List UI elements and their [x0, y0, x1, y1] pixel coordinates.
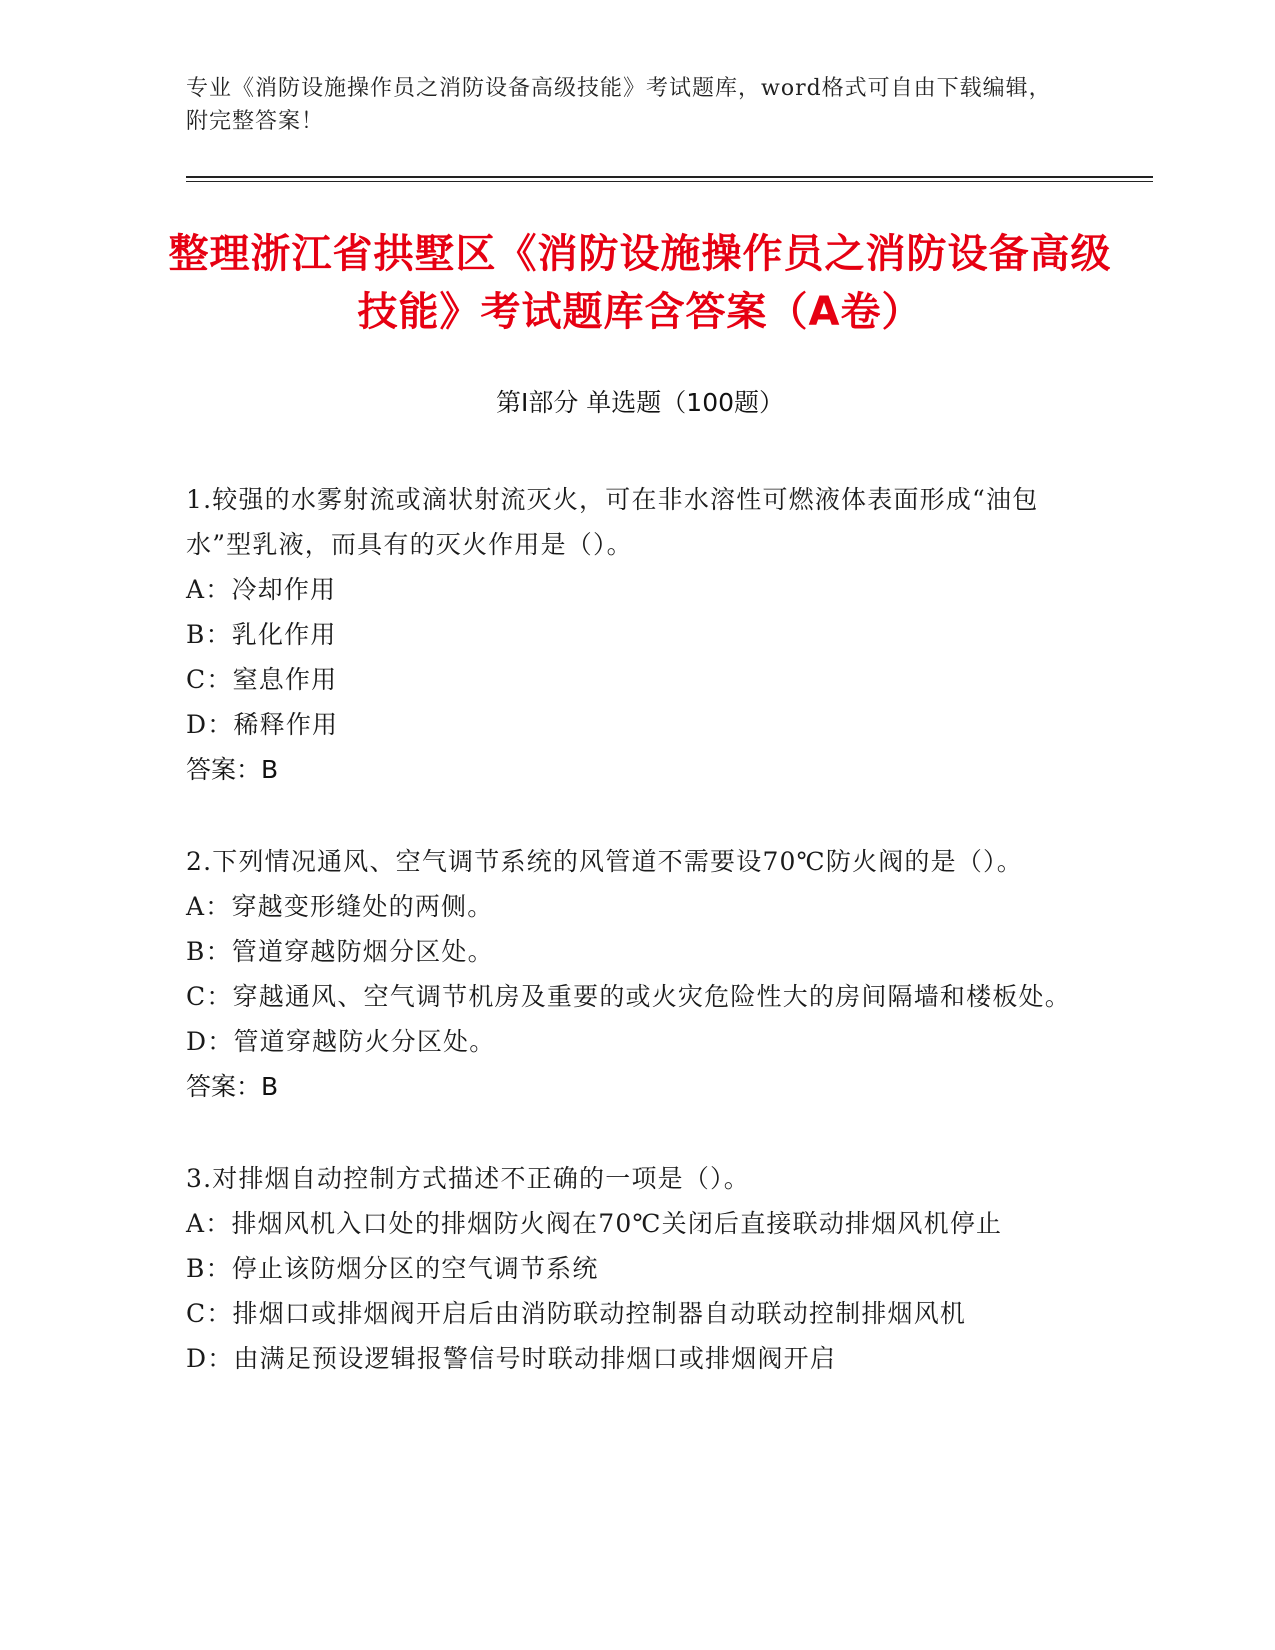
option-b: B：管道穿越防烟分区处。 — [186, 937, 494, 966]
question-list — [186, 477, 1076, 1427]
option-d: D：由满足预设逻辑报警信号时联动排烟口或排烟阀开启 — [186, 1344, 837, 1373]
header-divider-thin — [186, 181, 1153, 182]
question-1 — [186, 477, 1076, 793]
question-2 — [186, 839, 1076, 1110]
question-stem: 3.对排烟自动控制方式描述不正确的一项是（）。 — [186, 1164, 750, 1193]
section-title: 第Ⅰ部分 单选题（100题） — [495, 388, 785, 417]
document-title: 整理浙江省拱墅区《消防设施操作员之消防设备高级技能》考试题库含答案（A卷） — [168, 231, 1112, 335]
question-3 — [186, 1156, 1076, 1381]
answer: 答案：B — [186, 755, 279, 784]
header-note: 专业《消防设施操作员之消防设备高级技能》考试题库，word格式可自由下载编辑，附完整答案！ — [186, 76, 1052, 134]
option-a: A：冷却作用 — [186, 575, 337, 604]
option-c: C：排烟口或排烟阀开启后由消防联动控制器自动联动控制排烟风机 — [186, 1299, 967, 1328]
option-b: B：乳化作用 — [186, 620, 337, 649]
answer: 答案：B — [186, 1072, 279, 1101]
option-a: A：穿越变形缝处的两侧。 — [186, 892, 494, 921]
option-b: B：停止该防烟分区的空气调节系统 — [186, 1254, 599, 1283]
option-d: D：稀释作用 — [186, 710, 339, 739]
question-stem: 2.下列情况通风、空气调节系统的风管道不需要设70℃防火阀的是（）。 — [186, 847, 1023, 876]
option-d: D：管道穿越防火分区处。 — [186, 1027, 496, 1056]
option-c: C：窒息作用 — [186, 665, 338, 694]
option-c: C：穿越通风、空气调节机房及重要的或火灾危险性大的房间隔墙和楼板处。 — [186, 982, 1071, 1011]
question-stem: 1.较强的水雾射流或滴状射流灭火，可在非水溶性可燃液体表面形成“油包水”型乳液，而具有的灭火作用是（）。 — [186, 485, 1039, 559]
header-divider-thick — [186, 176, 1153, 178]
option-a: A：排烟风机入口处的排烟防火阀在70℃关闭后直接联动排烟风机停止 — [186, 1209, 1003, 1238]
